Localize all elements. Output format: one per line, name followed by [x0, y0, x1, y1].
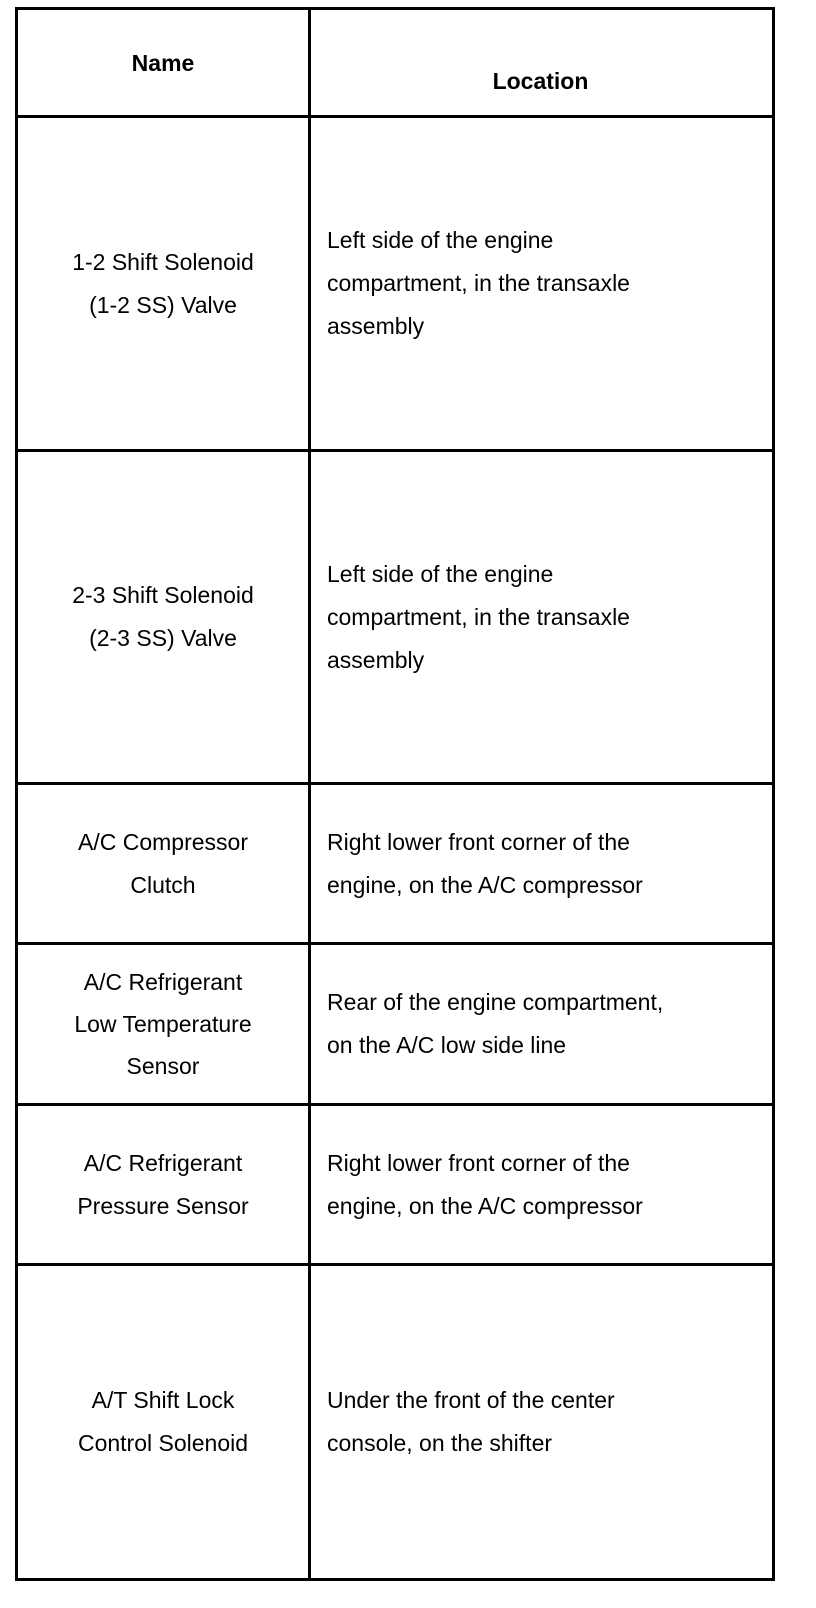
header-location-cell — [311, 10, 772, 115]
component-location-table — [15, 7, 775, 1581]
component-location: Rear of the engine compartment, on the A/C low side line — [327, 989, 664, 1058]
location-cell — [311, 118, 772, 449]
location-cell — [311, 452, 772, 782]
component-name: A/C Refrigerant Pressure Sensor — [77, 1149, 249, 1219]
component-location: Left side of the engine compartment, in the transaxle assembly — [327, 560, 630, 673]
location-cell — [311, 1106, 772, 1263]
name-cell — [18, 118, 311, 449]
table-header-row — [18, 10, 772, 118]
name-cell — [18, 785, 311, 942]
name-cell — [18, 1106, 311, 1263]
location-cell — [311, 945, 772, 1103]
table-row — [18, 785, 772, 945]
table-row — [18, 452, 772, 785]
location-cell — [311, 785, 772, 942]
table-row — [18, 945, 772, 1106]
component-location: Left side of the engine compartment, in the transaxle assembly — [327, 227, 630, 339]
header-location: Location — [492, 68, 589, 94]
component-location: Right lower front corner of the engine, on the A/C compressor — [327, 828, 643, 898]
component-name: A/T Shift Lock Control Solenoid — [77, 1387, 249, 1456]
location-cell — [311, 1266, 772, 1578]
component-location: Right lower front corner of the engine, on the A/C compressor — [327, 1149, 643, 1219]
component-name: 1-2 Shift Solenoid (1-2 SS) Valve — [72, 248, 254, 318]
component-name: A/C Compressor Clutch — [78, 828, 248, 898]
component-name: 2-3 Shift Solenoid (2-3 SS) Valve — [72, 582, 254, 651]
table-row — [18, 1266, 772, 1578]
component-location: Under the front of the center console, on the shifter — [327, 1387, 615, 1456]
header-name-cell — [18, 10, 311, 115]
table-row — [18, 118, 772, 452]
name-cell — [18, 945, 311, 1103]
header-name: Name — [131, 50, 195, 76]
name-cell — [18, 1266, 311, 1578]
component-name: A/C Refrigerant Low Temperature Sensor — [74, 969, 252, 1079]
name-cell — [18, 452, 311, 782]
table-row — [18, 1106, 772, 1266]
